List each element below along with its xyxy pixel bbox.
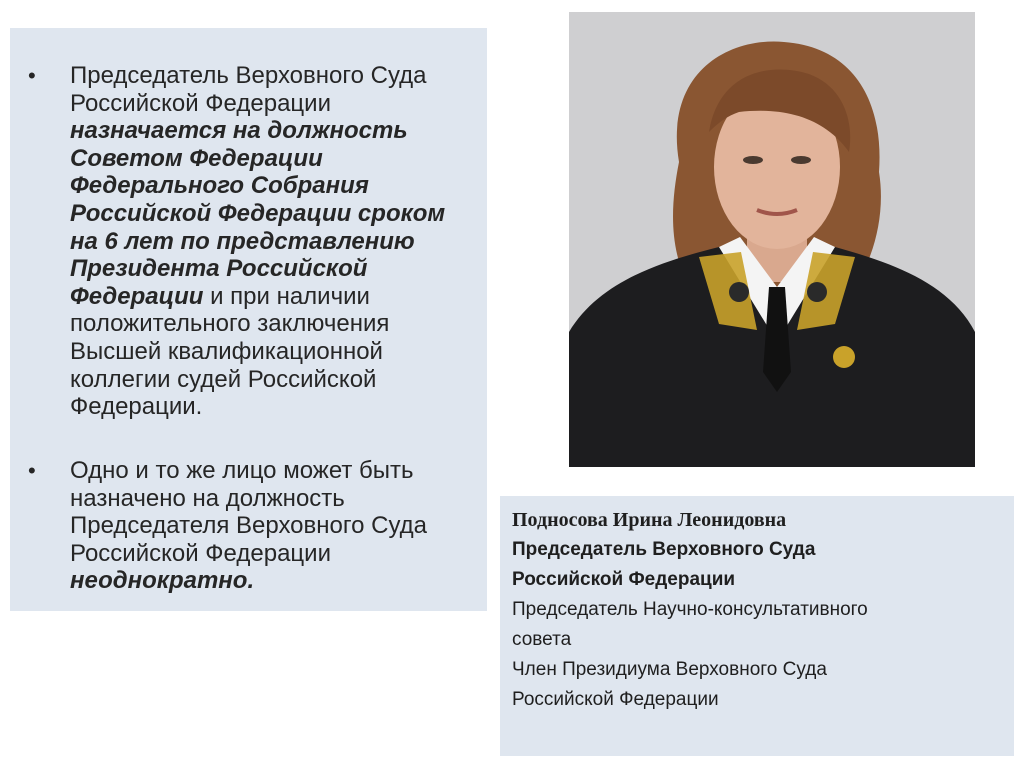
portrait-photo — [569, 12, 975, 467]
role-line: совета — [512, 629, 572, 650]
role-line: Член Президиума Верховного Суда — [512, 659, 827, 680]
emblem-right — [807, 282, 827, 302]
bullet-text-plain: Одно и то же лицо может быть назначено на должность Председателя Верховного Суда Российской Федерации — [70, 457, 427, 567]
bullet-text-plain: и при наличии положительного заключения Высшей квалификационной коллегии судей Российской Федерации. — [70, 282, 390, 421]
bullet-text — [70, 457, 472, 595]
left-eye — [743, 156, 763, 164]
portrait-illustration — [569, 12, 975, 467]
bullet-item-appointment — [28, 62, 472, 421]
position-title-line: Председатель Верховного Суда — [512, 539, 816, 560]
bullet-marker: • — [28, 63, 36, 88]
bullet-text — [70, 62, 472, 421]
right-eye — [791, 156, 811, 164]
bullet-text-emphasis: неоднократно. — [70, 567, 255, 595]
badge-pin — [833, 346, 855, 368]
emblem-left — [729, 282, 749, 302]
role-line: Российской Федерации — [512, 689, 719, 710]
caption-panel — [500, 496, 1014, 756]
bullet-marker: • — [28, 458, 36, 483]
position-title-line: Российской Федерации — [512, 569, 736, 590]
bullet-text-emphasis: назначается на должность Советом Федерации Федерального Собрания Российской Федерации сроком на 6 лет по представлению Президента Российской Федерации — [70, 117, 446, 310]
role-line: Председатель Научно-консультативного — [512, 599, 868, 620]
bullet-text-plain: Председатель Верховного Суда Российской Федерации — [70, 62, 427, 117]
bullet-item-reappointment — [28, 457, 472, 595]
person-name: Подносова Ирина Леонидовна — [512, 509, 787, 531]
left-text-panel — [10, 28, 487, 611]
